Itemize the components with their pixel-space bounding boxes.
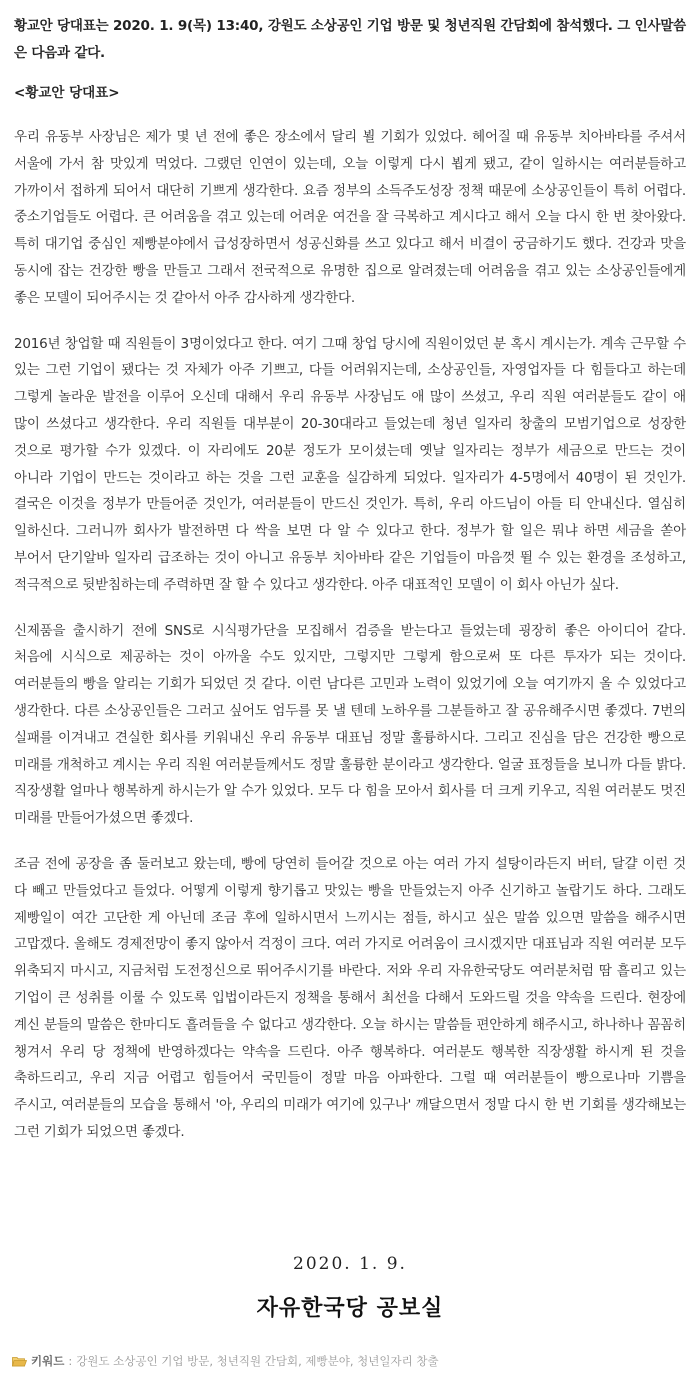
speech-paragraph-2: 2016년 창업할 때 직원들이 3명이었다고 한다. 여기 그때 창업 당시에 직원이었던 분 혹시 계시는가. 계속 근무할 수 있는 그런 기업이 됐다는 것 자체가 아주 기쁘고, 다들 어려워지는데, 소상공인들, 자영업자들 다 힘들다고 하는데 그렇게 놀라운 발전을 이루어 오신데 대해서 우리 유동부 사장님도 애 많이 쓰셨고, 우리 직원 여러분들도 같이 애 많이 쓰셨다고 생각한다. 우리 직원들 대부분이 20-30대라고 들었는데 청년 일자리 창출의 모범기업으로 성장한 것으로 평가할 수가 있겠다. 이 자리에도 20분 정도가 모이셨는데 옛날 일자리는 정부가 세금으로 만드는 것이 아니라 기업이 만드는 것이라고 하는 것을 그런 교훈을 실감하게 되었다. 일자리가 4-5명에서 40명이 된 것인가. 결국은 이것을 정부가 만들어준 것인가, 여러분들이 만드신 것인가. 특히, 우리 아드님이 아들 티 안내신다. 열심히 일하신다. 그러니까 회사가 발전하면 다 싹을 보면 다 알 수 있다고 한다. 정부가 할 일은 뭐냐 하면 세금을 쏟아 부어서 단기알바 일자리 급조하는 것이 아니고 유동부 치아바타 같은 기업들이 마음껏 뛸 수 있는 환경을 조성하고, 적극적으로 뒷받침하는데 주력하면 잘 할 수 있다고 생각한다. 아주 대표적인 모델이 이 회사 아닌가 싶다. xyxy=(14,335,686,593)
intro-text: 황교안 당대표는 2020. 1. 9(목) 13:40, 강원도 소상공인 기업 방문 및 청년직원 간담회에 참석했다. 그 인사말씀은 다음과 같다. xyxy=(14,18,686,61)
speech-paragraph-1: 우리 유동부 사장님은 제가 몇 년 전에 좋은 장소에서 달리 뵐 기회가 있었다. 헤어질 때 유동부 치아바타를 주셔서 서울에 가서 참 맛있게 먹었다. 그랬던 인연이 있는데, 오늘 이렇게 다시 뵙게 됐고, 같이 일하시는 여러분들하고 가까이서 접하게 되어서 대단히 기쁘게 생각한다. 요즘 정부의 소득주도성장 정책 때문에 소상공인들이 특히 어렵다. 중소기업들도 어렵다. 큰 어려움을 겪고 있는데 어려운 여건을 잘 극복하고 계시다고 해서 오늘 다시 한 번 찾아왔다. 특히 대기업 중심인 제빵분야에서 급성장하면서 성공신화를 쓰고 있다고 해서 비결이 궁금하기도 했다. 건강과 맛을 동시에 잡는 건강한 빵을 만들고 그래서 전국적으로 유명한 집으로 알려졌는데 어려움을 겪고 있는 소상공인들에게 좋은 모델이 되어주시는 것 같아서 아주 감사하게 생각한다. xyxy=(14,129,686,306)
organization-name: 자유한국당 공보실 xyxy=(256,1296,444,1321)
speaker-label: <황교안 당대표> xyxy=(14,85,120,101)
keywords-separator: : xyxy=(68,1354,73,1368)
speech-paragraph-4: 조금 전에 공장을 좀 둘러보고 왔는데, 빵에 당연히 들어갈 것으로 아는 여러 가지 설탕이라든지 버터, 달걀 이런 것 다 빼고 만들었다고 들었다. 어떻게 이렇게 향기롭고 맛있는 빵을 만들었는지 아주 신기하고 놀랍기도 하다. 그래도 제빵일이 여간 고단한 게 아닌데 조금 후에 일하시면서 느끼시는 점들, 하시고 싶은 말씀 있으면 말씀을 해주시면 고맙겠다. 올해도 경제전망이 좋지 않아서 걱정이 크다. 여러 가지로 어려움이 크시겠지만 대표님과 직원 여러분 모두 위축되지 마시고, 지금처럼 도전정신으로 뛰어주시기를 바란다. 저와 우리 자유한국당도 여러분처럼 땀 흘리고 있는 기업이 큰 성취를 이룰 수 있도록 입법이라든지 정책을 통해서 최선을 다해서 도와드릴 것을 약속을 드린다. 현장에 계신 분들의 말씀은 한마디도 흘려들을 수 없다고 생각한다. 오늘 하시는 말씀들 편안하게 해주시고, 하나하나 꼼꼼히 챙겨서 우리 당 정책에 반영하겠다는 약속을 드린다. 아주 행복하다. 여러분도 행복한 직장생활 하시게 된 것을 축하드리고, 우리 지금 어렵고 힘들어서 국민들이 정말 마음 아파한다. 그럴 때 여러분들이 빵으로나마 기쁨을 주시고, 여러분들의 모습을 통해서 '아, 우리의 미래가 여기에 있구나' 깨달으면서 정말 다시 한 번 기회를 생각해보는 그런 기회가 되었으면 좋겠다. xyxy=(14,855,686,1140)
keywords-bar xyxy=(12,1353,692,1369)
keywords-list: 강원도 소상공인 기업 방문, 청년직원 간담회, 제빵분야, 청년일자리 창출 xyxy=(76,1354,439,1368)
release-date: 2020. 1. 9. xyxy=(293,1254,407,1274)
folder-icon xyxy=(12,1356,27,1367)
speech-paragraph-3: 신제품을 출시하기 전에 SNS로 시식평가단을 모집해서 검증을 받는다고 들었는데 굉장히 좋은 아이디어 같다. 처음에 시식으로 제공하는 것이 아까울 수도 있지만, 그렇지만 그렇게 함으로써 또 다른 투자가 되는 것이다. 여러분들의 빵을 알리는 기회가 되었던 것 같다. 이런 남다른 고민과 노력이 있었기에 오늘 여기까지 올 수 있었다고 생각한다. 다른 소상공인들은 그러고 싶어도 엄두를 못 낼 텐데 노하우를 그분들하고 잘 공유해주시면 좋겠다. 7번의 실패를 이겨내고 견실한 회사를 키워내신 우리 유동부 대표님 정말 훌륭하시다. 그리고 진심을 담은 건강한 빵으로 미래를 개척하고 계시는 우리 직원 여러분들께서도 정말 훌륭한 분이라고 생각한다. 얼굴 표정들을 보니까 다들 밝다. 직장생활 얼마나 행복하게 하시는가 알 수가 있었다. 모두 다 힘을 모아서 회사를 더 크게 키우고, 직원 여러분도 멋진 미래를 만들어가셨으면 좋겠다. xyxy=(14,622,686,827)
keywords-label: 키워드 xyxy=(31,1354,65,1368)
